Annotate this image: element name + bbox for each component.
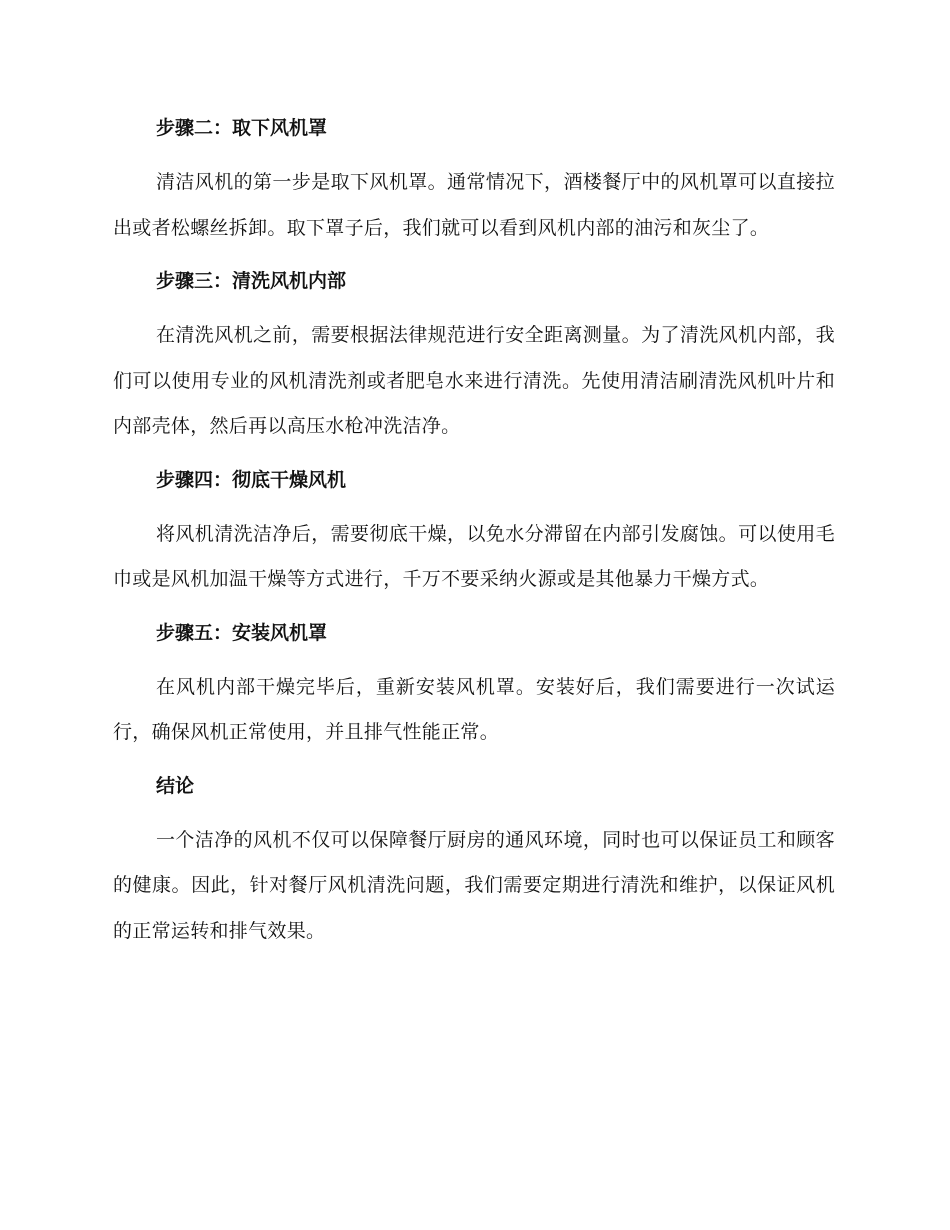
section-step-3: [113, 265, 835, 450]
section-paragraph: 在清洗风机之前，需要根据法律规范进行安全距离测量。为了清洗风机内部，我们可以使用专业的风机清洗剂或者肥皂水来进行清洗。先使用清洁刷清洗风机叶片和内部壳体，然后再以高压水枪冲洗洁净。: [113, 324, 835, 437]
section-step-2: [113, 112, 835, 251]
section-paragraph: 将风机清洗洁净后，需要彻底干燥，以免水分滞留在内部引发腐蚀。可以使用毛巾或是风机加温干燥等方式进行，千万不要采纳火源或是其他暴力干燥方式。: [113, 522, 835, 590]
section-heading: 结论: [156, 774, 195, 797]
section-heading: 步骤四：彻底干燥风机: [156, 468, 347, 491]
section-conclusion: [113, 770, 835, 955]
section-paragraph: 在风机内部干燥完毕后，重新安装风机罩。安装好后，我们需要进行一次试运行，确保风机正常使用，并且排气性能正常。: [113, 675, 835, 743]
section-heading: 步骤二：取下风机罩: [156, 117, 328, 139]
section-paragraph: 清洁风机的第一步是取下风机罩。通常情况下，酒楼餐厅中的风机罩可以直接拉出或者松螺丝拆卸。取下罩子后，我们就可以看到风机内部的油污和灰尘了。: [113, 171, 835, 239]
section-heading: 步骤五：安装风机罩: [156, 621, 328, 644]
section-step-4: [113, 464, 835, 603]
document-page: [113, 112, 835, 968]
section-paragraph: 一个洁净的风机不仅可以保障餐厅厨房的通风环境，同时也可以保证员工和顾客的健康。因此，针对餐厅风机清洗问题，我们需要定期进行清洗和维护，以保证风机的正常运转和排气效果。: [113, 828, 835, 942]
section-heading: 步骤三：清洗风机内部: [156, 270, 347, 292]
section-step-5: [113, 617, 835, 756]
